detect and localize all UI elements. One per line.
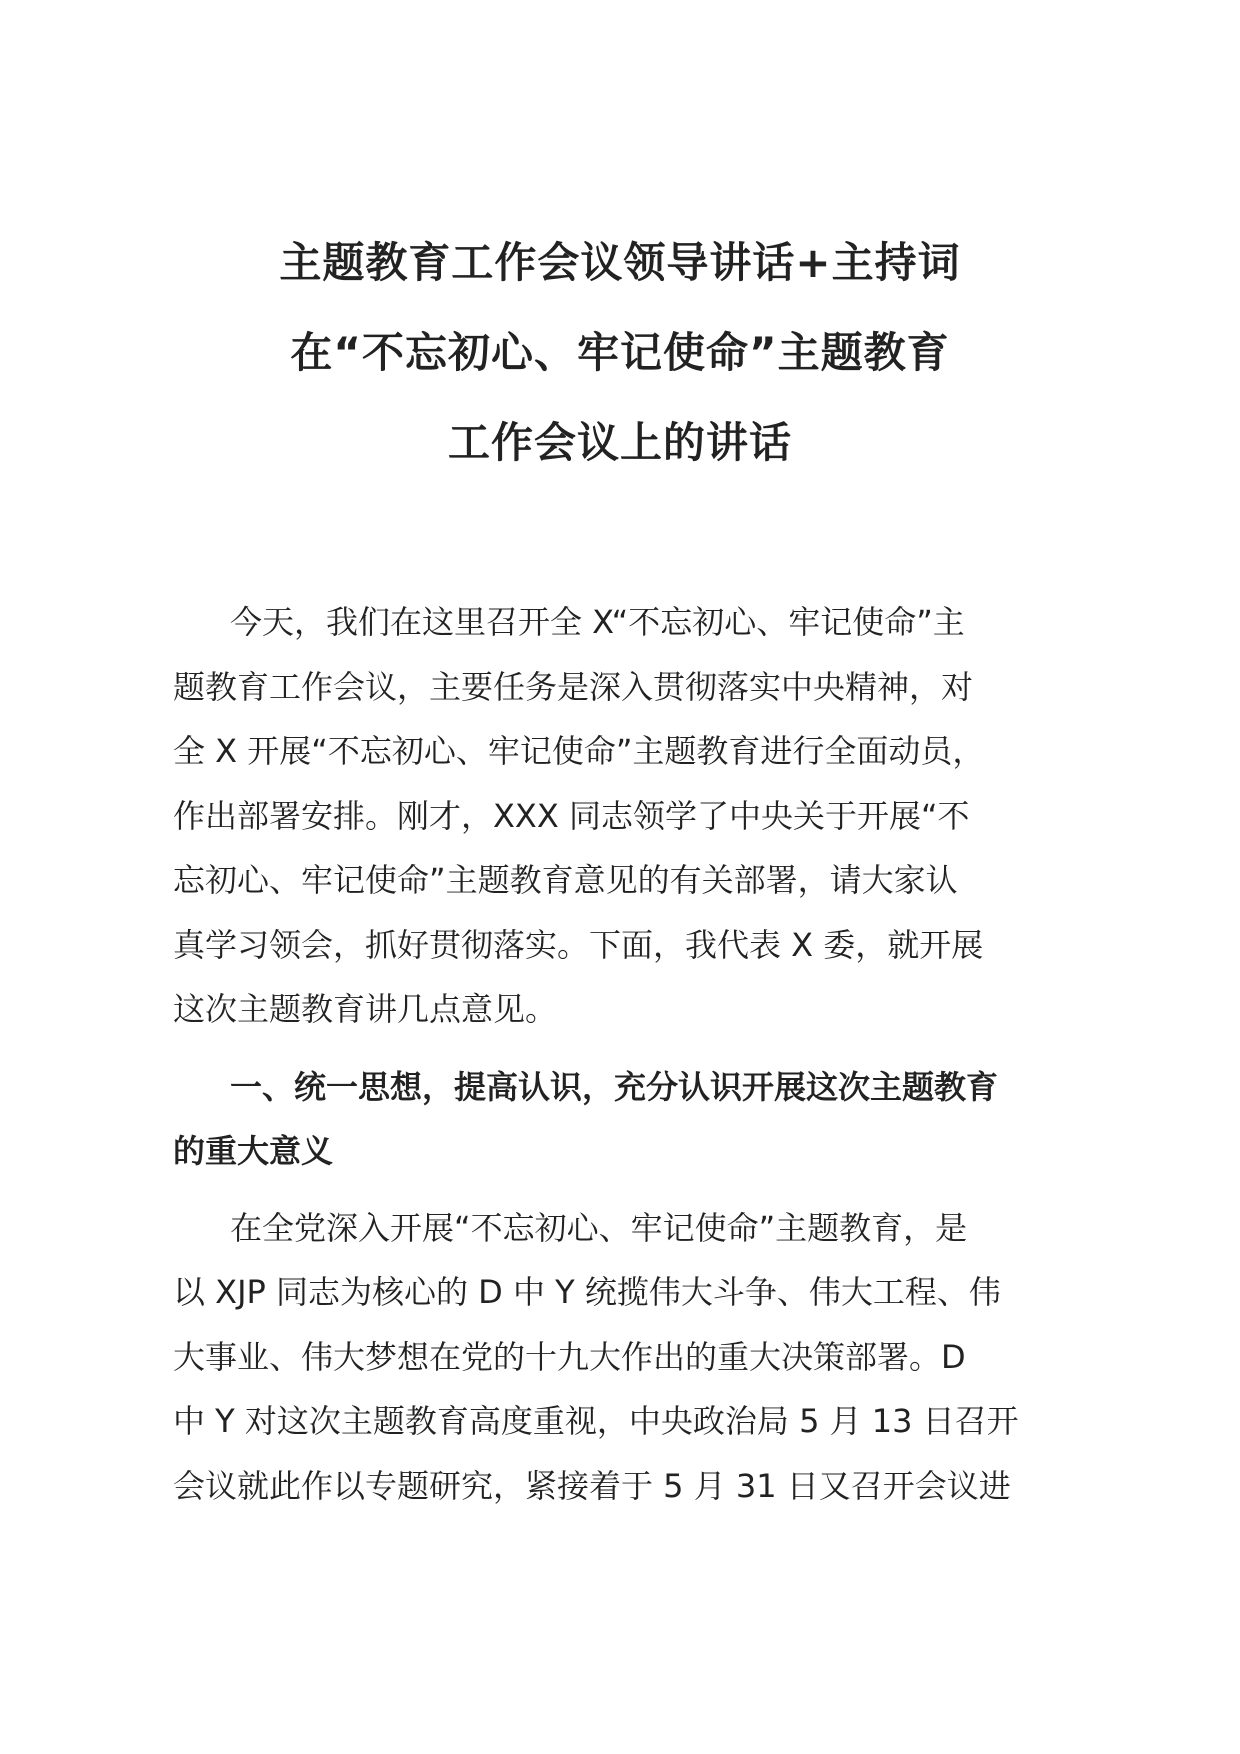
text-line: 中 Y 对这次主题教育高度重视，中央政治局 5 月 13 日召开 (173, 1402, 1019, 1440)
text-line: 会议就此作以专题研究，紧接着于 5 月 31 日又召开会议进 (173, 1466, 1011, 1505)
paragraph-gap (173, 1184, 1073, 1196)
heading-line (173, 1055, 1073, 1120)
heading-line-content: 一、统一思想，提高认识，充分认识开展这次主题教育 (230, 1067, 999, 1106)
text-line: 作出部署安排。刚才，XXX 同志领学了中央关于开展“不 (173, 796, 970, 835)
document-body (173, 590, 1073, 1518)
text-line: 真学习领会，抓好贯彻落实。下面，我代表 X 委，就开展 (173, 925, 984, 964)
paragraph-intro (173, 590, 1073, 1042)
text-line: 这次主题教育讲几点意见。 (173, 990, 558, 1028)
paragraph-section-1 (173, 1196, 1073, 1519)
text-line: 大事业、伟大梦想在党的十九大作出的重大决策部署。D (173, 1337, 966, 1376)
text-line-content: 在全党深入开展“不忘初心、牢记使命”主题教育，是 (230, 1208, 968, 1247)
text-line (173, 590, 1073, 655)
text-line: 以 XJP 同志为核心的 D 中 Y 统揽伟大斗争、伟大工程、伟 (173, 1273, 1001, 1311)
document-title (150, 218, 1090, 488)
text-line: 题教育工作会议，主要任务是深入贯彻落实中央精神，对 (173, 667, 974, 706)
section-heading (173, 1055, 1073, 1184)
text-line: 忘初心、牢记使命”主题教育意见的有关部署，请大家认 (173, 861, 958, 899)
title-line: 工作会议上的讲话 (447, 418, 792, 467)
title-line: 主题教育工作会议领导讲话+主持词 (279, 238, 961, 287)
title-line: 在“不忘初心、牢记使命”主题教育 (290, 328, 950, 377)
heading-line: 的重大意义 (173, 1132, 334, 1170)
text-line: 全 X 开展“不忘初心、牢记使命”主题教育进行全面动员， (173, 732, 985, 770)
text-line-content: 今天，我们在这里召开全 X“不忘初心、牢记使命”主 (230, 603, 965, 641)
text-line (173, 1196, 1073, 1261)
